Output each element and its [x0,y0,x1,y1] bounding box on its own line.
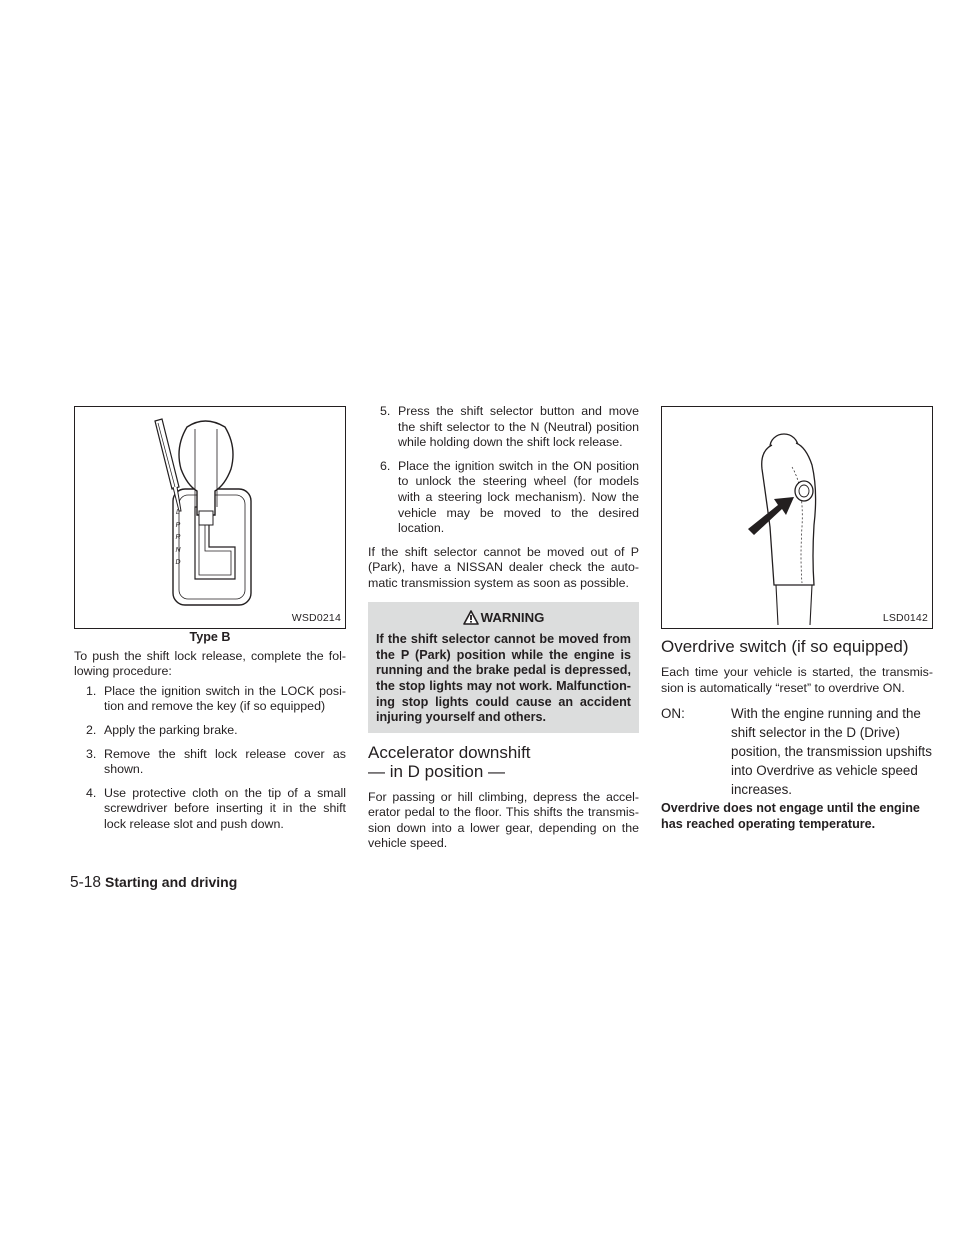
warning-triangle-icon [463,610,479,625]
dealer-note: If the shift selector cannot be moved out of P (Park), have a NISSAN dealer check the auto-matic transmission system as soon as possible. [368,544,639,590]
gate-letter: P [175,521,181,529]
page-number: 5-18 [70,874,102,891]
shift-knob-illustration [662,407,932,628]
on-text: With the engine running and the shift selector in the D (Drive) position, the transmission upshifts into Overdrive as vehicle speed increases. [731,706,932,798]
step-text: Apply the parking brake. [104,722,238,737]
step-item [368,459,639,537]
left-column [74,406,346,841]
on-definition [661,704,933,799]
step-number: 5. [380,404,391,418]
page-footer [70,874,237,892]
procedure-intro: To push the shift lock release, complete the fol-lowing procedure: [74,648,346,679]
warning-title: WARNING [480,609,545,625]
step-text: Place the ignition switch in the LOCK posi-tion and remove the key (if so equipped) [104,683,346,714]
step-number: 6. [380,458,391,473]
step-number: 1. [86,683,97,698]
shift-selector-illustration [75,407,345,628]
shift-lock-figure [74,406,346,629]
procedure-steps [74,684,346,833]
step-item [74,723,346,739]
warning-header [376,610,631,626]
section-heading-accelerator [368,743,639,781]
step-item [74,786,346,833]
middle-column [368,404,639,852]
section-title: Starting and driving [105,874,238,890]
warning-box [368,602,639,733]
figure-code: LSD0142 [882,612,928,625]
step-item [74,684,346,715]
gate-letters [171,507,185,570]
step-number: 3. [86,746,97,761]
step-text: Press the shift selector button and move the shift selector to the N (Neutral) position while holding down the shift lock release. [398,404,639,450]
step-text: Place the ignition switch in the ON position to unlock the steering wheel (for models with a steering lock mechanism). Now the vehicle may be moved to the desired location. [398,458,639,536]
right-column [661,406,933,832]
figure-caption: Type B [189,630,231,644]
heading-line: Accelerator downshift [368,742,531,762]
procedure-steps-continued [368,404,639,537]
warning-text: If the shift selector cannot be moved from the P (Park) position while the engine is running and the brake pedal is depressed, the stop lights may not work. Malfunction-ing stop lights could cause an accident injuring yourself and others. [376,632,631,725]
on-label: ON: [661,706,685,722]
step-text: Use protective cloth on the tip of a small screwdriver before inserting it in the shift lock release slot and push down. [104,785,346,831]
step-number: 4. [86,785,97,800]
overdrive-intro: Each time your vehicle is started, the transmis-sion is automatically “reset” to overdrive ON. [661,665,933,695]
figure-code: WSD0214 [291,612,341,625]
gate-letter: D [175,559,181,566]
step-item [368,404,639,451]
overdrive-note: Overdrive does not engage until the engine has reached operating temperature. [661,801,920,831]
gate-letter: L [176,509,180,516]
step-item [74,747,346,778]
gate-letter: N [175,546,181,554]
overdrive-figure [661,406,933,629]
step-text: Remove the shift lock release cover as shown. [104,746,346,777]
step-number: 2. [86,722,97,737]
accelerator-body: For passing or hill climbing, depress the accel-erator pedal to the floor. This shifts the transmis-sion down into a lower gear, depending on the vehicle speed. [368,789,639,851]
heading-line: — in D position — [368,761,505,781]
section-heading-overdrive: Overdrive switch (if so equipped) [661,637,909,656]
gate-letter: R [175,534,181,541]
